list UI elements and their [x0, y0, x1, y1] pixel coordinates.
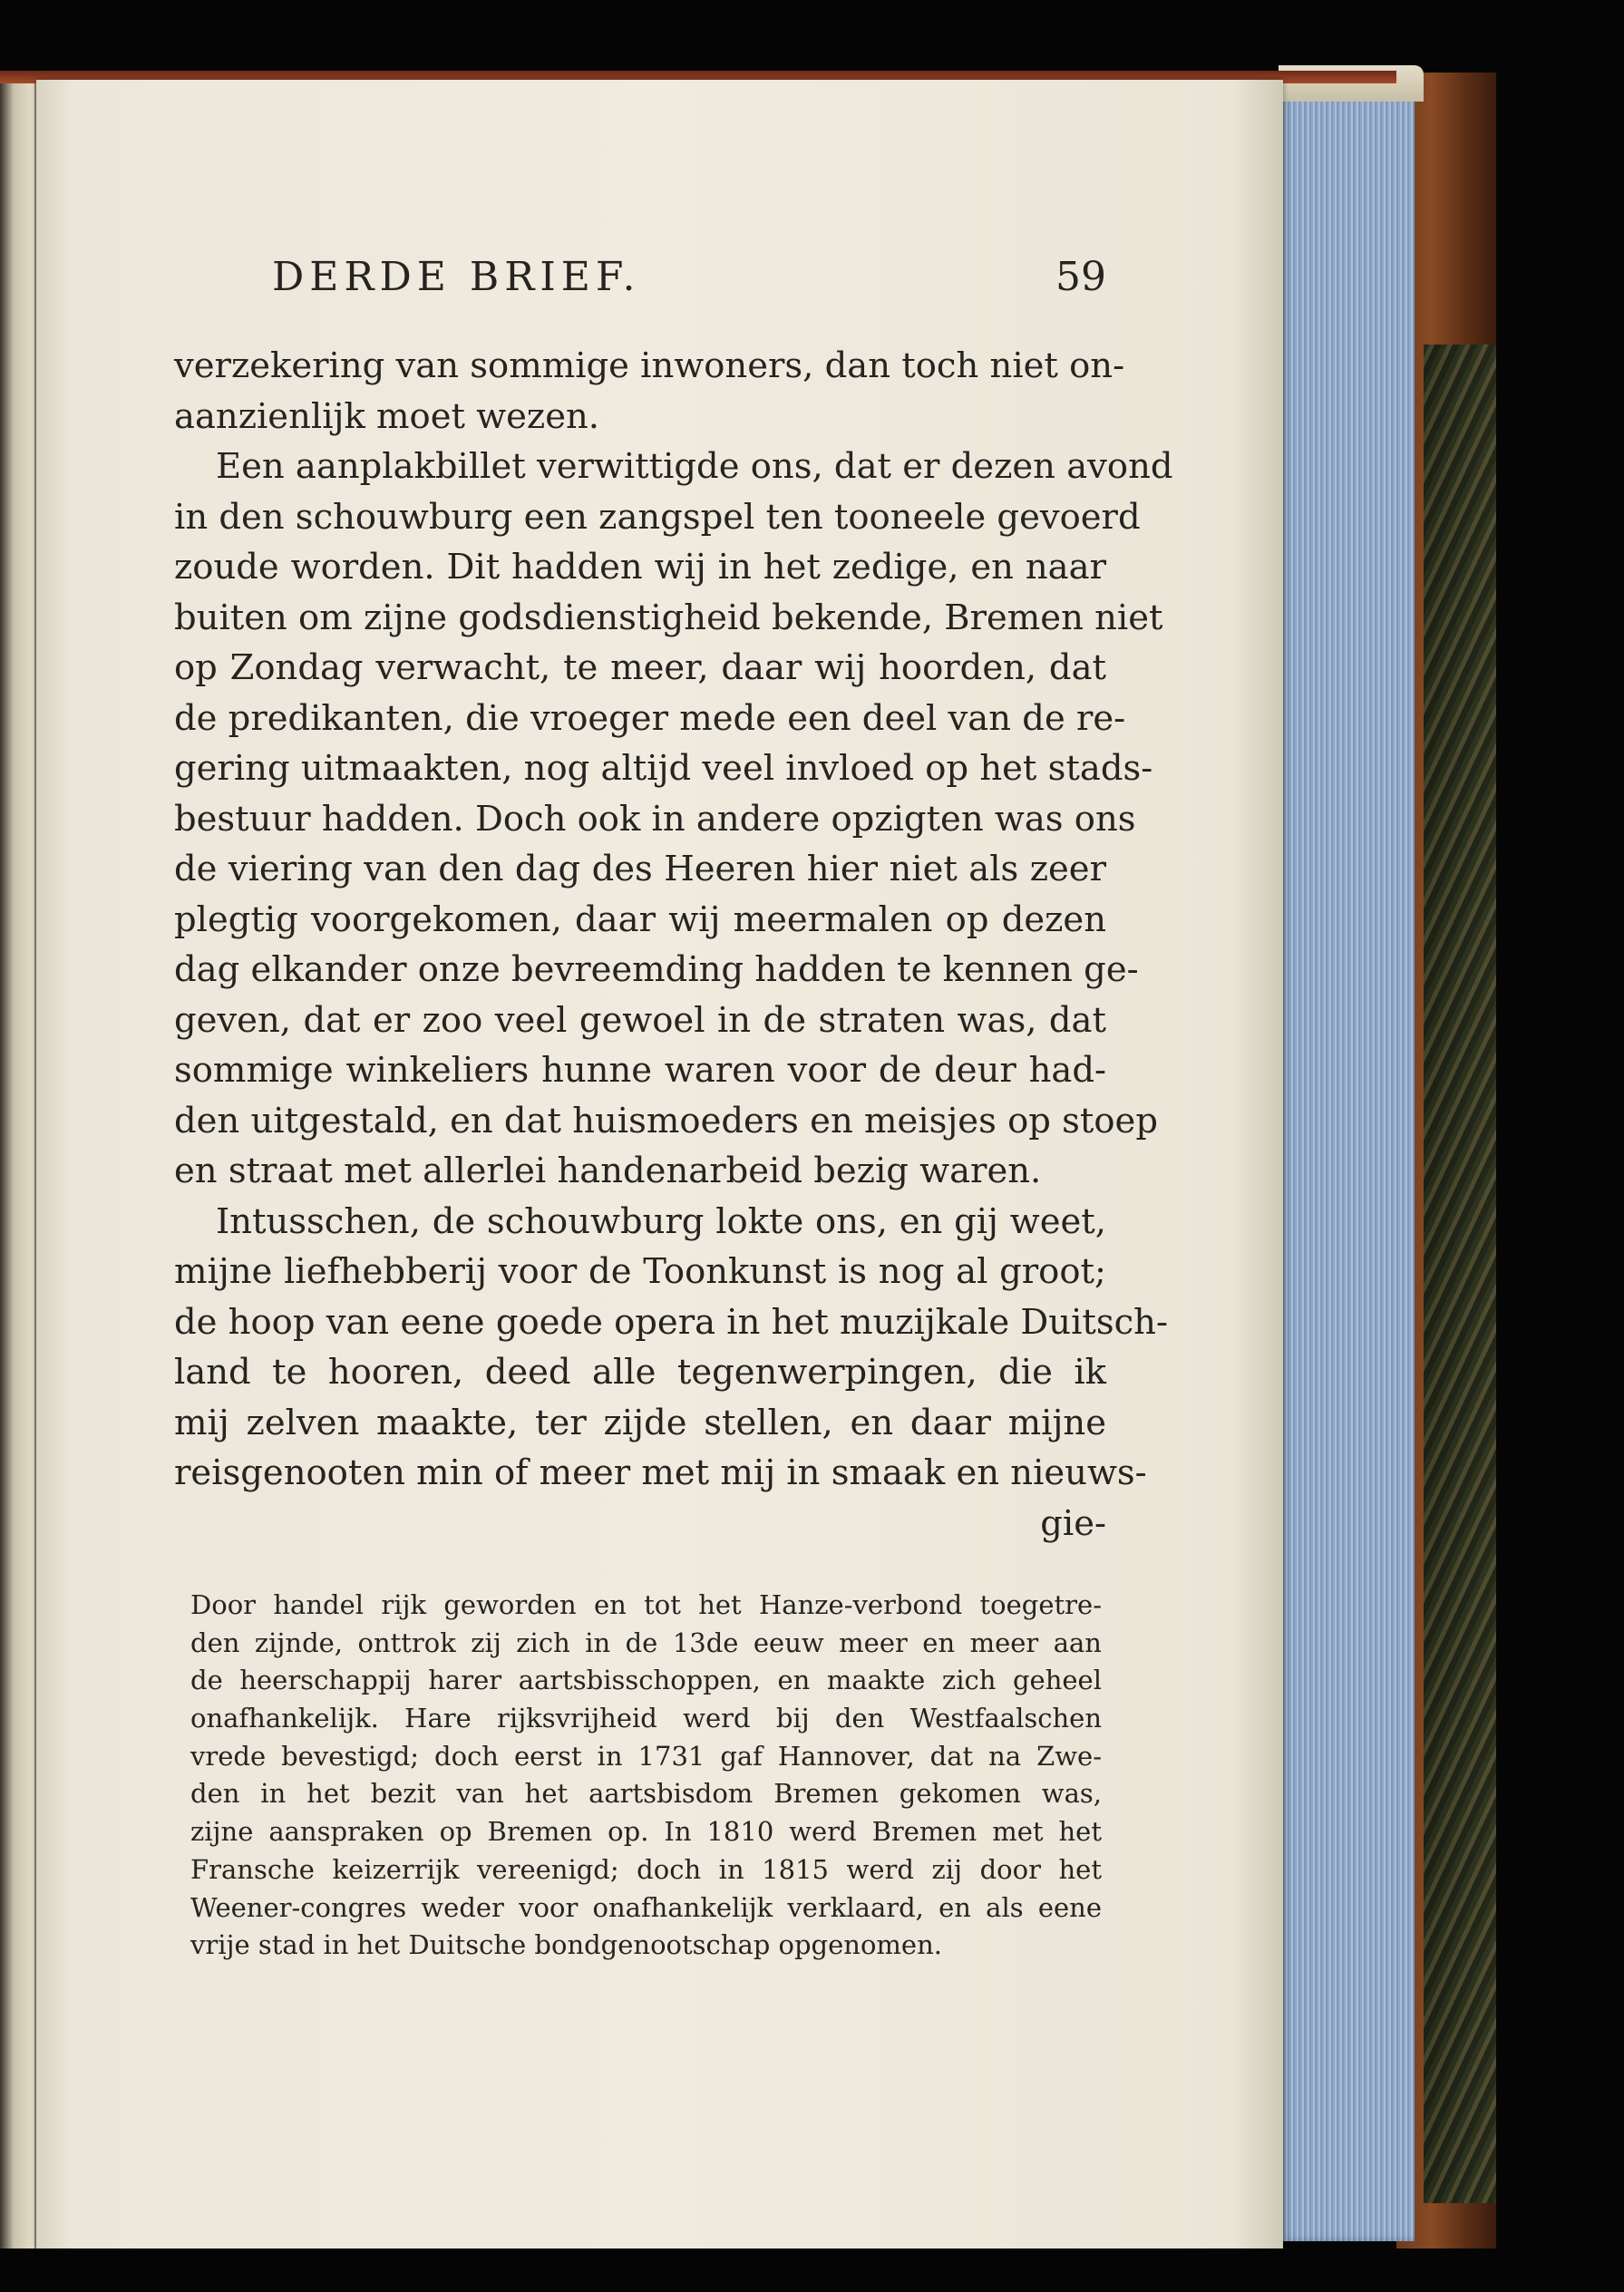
- footnote-line: Door handel rijk geworden en tot het Hanze-verbond toegetre-: [190, 1589, 1102, 1620]
- footnote-line: den in het bezit van het aartsbisdom Bremen gekomen was,: [190, 1778, 1102, 1810]
- footnote-line: zijne aanspraken op Bremen op. In 1810 werd Bremen met het: [190, 1816, 1102, 1848]
- body-line: in den schouwburg een zangspel ten tooneele gevoerd: [174, 496, 1141, 538]
- catchword: gie-: [1040, 1502, 1106, 1544]
- body-line: op Zondag verwacht, te meer, daar wij hoorden, dat: [174, 647, 1106, 688]
- body-line: geven, dat er zoo veel gewoel in de straten was, dat: [174, 999, 1106, 1041]
- footnote-line: vrede bevestigd; doch eerst in 1731 gaf Hannover, dat na Zwe-: [190, 1740, 1102, 1772]
- footnote: [190, 1587, 1102, 1965]
- body-line: aanzienlijk moet wezen.: [174, 395, 600, 437]
- body-line: buiten om zijne godsdienstigheid bekende, Bremen niet: [174, 597, 1163, 638]
- body-line: Een aanplakbillet verwittigde ons, dat er dezen avond: [216, 446, 1173, 487]
- body-line: zoude worden. Dit hadden wij in het zedige, en naar: [174, 547, 1106, 588]
- page-block-edges: [1279, 83, 1415, 2241]
- body-line: verzekering van sommige inwoners, dan toch niet on-: [174, 345, 1125, 386]
- body-line: Intusschen, de schouwburg lokte ons, en gij weet,: [216, 1200, 1106, 1242]
- body-line: en straat met allerlei handenarbeid bezig waren.: [174, 1151, 1042, 1191]
- body-line: de viering van den dag des Heeren hier niet als zeer: [174, 849, 1106, 889]
- running-head: [272, 254, 1106, 308]
- body-line: reisgenooten min of meer met mij in smaak en nieuws-: [174, 1452, 1147, 1493]
- footnote-line: vrije stad in het Duitsche bondgenootschap opgenomen.: [190, 1929, 942, 1961]
- footnote-line: Fransche keizerrijk vereenigd; doch in 1815 werd zij door het: [190, 1853, 1102, 1885]
- previous-page-edge: [0, 77, 36, 2248]
- body-line: de predikanten, die vroeger mede een deel van de re-: [174, 697, 1126, 739]
- body-line: sommige winkeliers hunne waren voor de deur had-: [174, 1050, 1106, 1091]
- body-line: land te hooren, deed alle tegenwerpingen, die ik: [174, 1352, 1106, 1393]
- footnote-line: den zijnde, onttrok zij zich in de 13de eeuw meer en meer aan: [190, 1627, 1102, 1658]
- body-line: dag elkander onze bevreemding hadden te kennen ge-: [174, 949, 1139, 990]
- body-line: bestuur hadden. Doch ook in andere opzigten was ons: [174, 798, 1136, 840]
- footnote-line: de heerschappij harer aartsbisschoppen, en maakte zich geheel: [190, 1665, 1102, 1696]
- body-line: gering uitmaakten, nog altijd veel invloed op het stads-: [174, 748, 1153, 789]
- body-line: mij zelven maakte, ter zijde stellen, en daar mijne: [174, 1402, 1106, 1443]
- body-line: den uitgestald, en dat huismoeders en meisjes op stoep: [174, 1100, 1158, 1141]
- body-text: [174, 341, 1173, 1549]
- page-number: 59: [1055, 254, 1106, 300]
- running-head-title: DERDE BRIEF.: [272, 254, 641, 300]
- footnote-line: Weener-congres weder voor onafhankelijk verklaard, en als eene: [190, 1891, 1102, 1923]
- footnote-line: onafhankelijk. Hare rijksvrijheid werd bij den Westfaalschen: [190, 1703, 1102, 1734]
- body-line: plegtig voorgekomen, daar wij meermalen op dezen: [174, 898, 1106, 940]
- body-line: mijne liefhebberij voor de Toonkunst is nog al groot;: [174, 1251, 1106, 1292]
- marbled-cover-paper: [1424, 345, 1496, 2203]
- body-line: de hoop van eene goede opera in het muzijkale Duitsch-: [174, 1301, 1168, 1343]
